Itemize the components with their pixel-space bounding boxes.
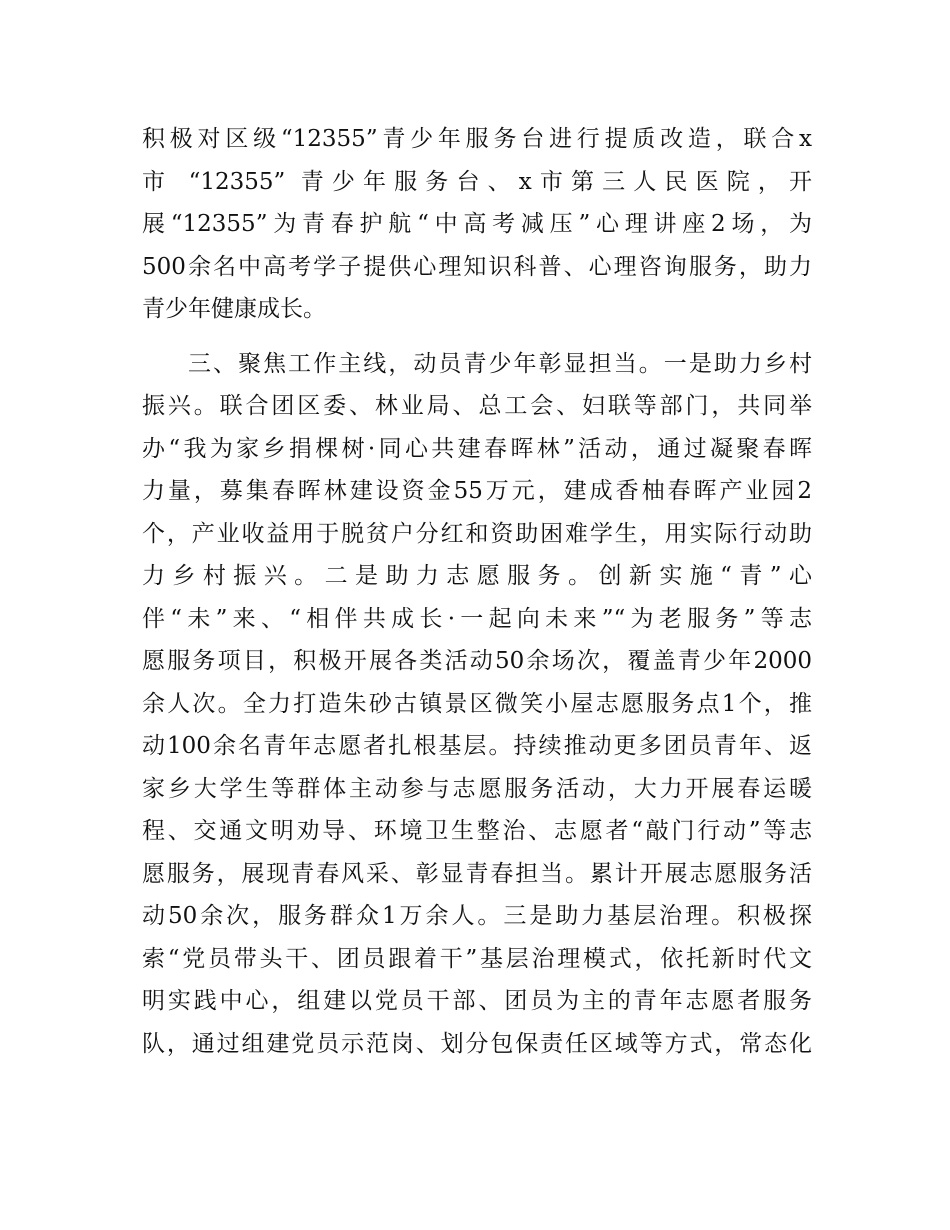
text-line: 愿服务项目，积极开展各类活动50余场次，覆盖青少年2000 [142,648,812,674]
text-line: 市 “12355” 青少年服务台、x市第三人民医院，开 [142,168,812,195]
text-line: 力量，募集春晖林建设资金55万元，建成香柚春晖产业园2 [142,478,812,504]
text-line: 500余名中高考学子提供心理知识科普、心理咨询服务，助力 [142,253,812,280]
text-line: 振兴。联合团区委、林业局、总工会、妇联等部门，共同举 [142,393,812,419]
text-line: 办“我为家乡捐棵树·同心共建春晖林”活动，通过凝聚春晖 [142,435,812,462]
text-line: 展“12355”为青春护航“中高考减压”心理讲座2场，为 [142,211,812,237]
text-line: 动50余次，服务群众1万余人。三是助力基层治理。积极探 [142,903,812,929]
paragraph-2 [142,343,812,1066]
text-line: 积极对区级“12355”青少年服务台进行提质改造，联合x [142,126,812,152]
text-line: 余人次。全力打造朱砂古镇景区微笑小屋志愿服务点1个，推 [142,690,812,717]
text-line: 力乡村振兴。二是助力志愿服务。创新实施“青”心 [142,563,812,589]
paragraph-1 [142,118,812,331]
paragraph-spacer [142,331,812,343]
text-line: 伴“未”来、“相伴共成长·一起向未来”“为老服务”等志 [142,605,812,632]
text-line: 索“党员带头干、团员跟着干”基层治理模式，依托新时代文 [142,945,812,972]
text-line: 动100余名青年志愿者扎根基层。持续推动更多团员青年、返 [142,733,812,759]
text-line: 队，通过组建党员示范岗、划分包保责任区域等方式，常态化 [142,1030,812,1057]
text-line: 三、聚焦工作主线，动员青少年彰显担当。一是助力乡村 [188,350,812,377]
text-line: 青少年健康成长。 [142,296,326,322]
text-line: 个，产业收益用于脱贫户分红和资助困难学生，用实际行动助 [142,520,812,547]
text-line: 愿服务，展现青春风采、彰显青春担当。累计开展志愿服务活 [142,860,812,887]
text-line: 程、交通文明劝导、环境卫生整治、志愿者“敲门行动”等志 [142,818,812,844]
document-body [142,118,812,1065]
text-line: 明实践中心，组建以党员干部、团员为主的青年志愿者服务 [142,988,812,1014]
text-line: 家乡大学生等群体主动参与志愿服务活动，大力开展春运暖 [142,775,812,802]
